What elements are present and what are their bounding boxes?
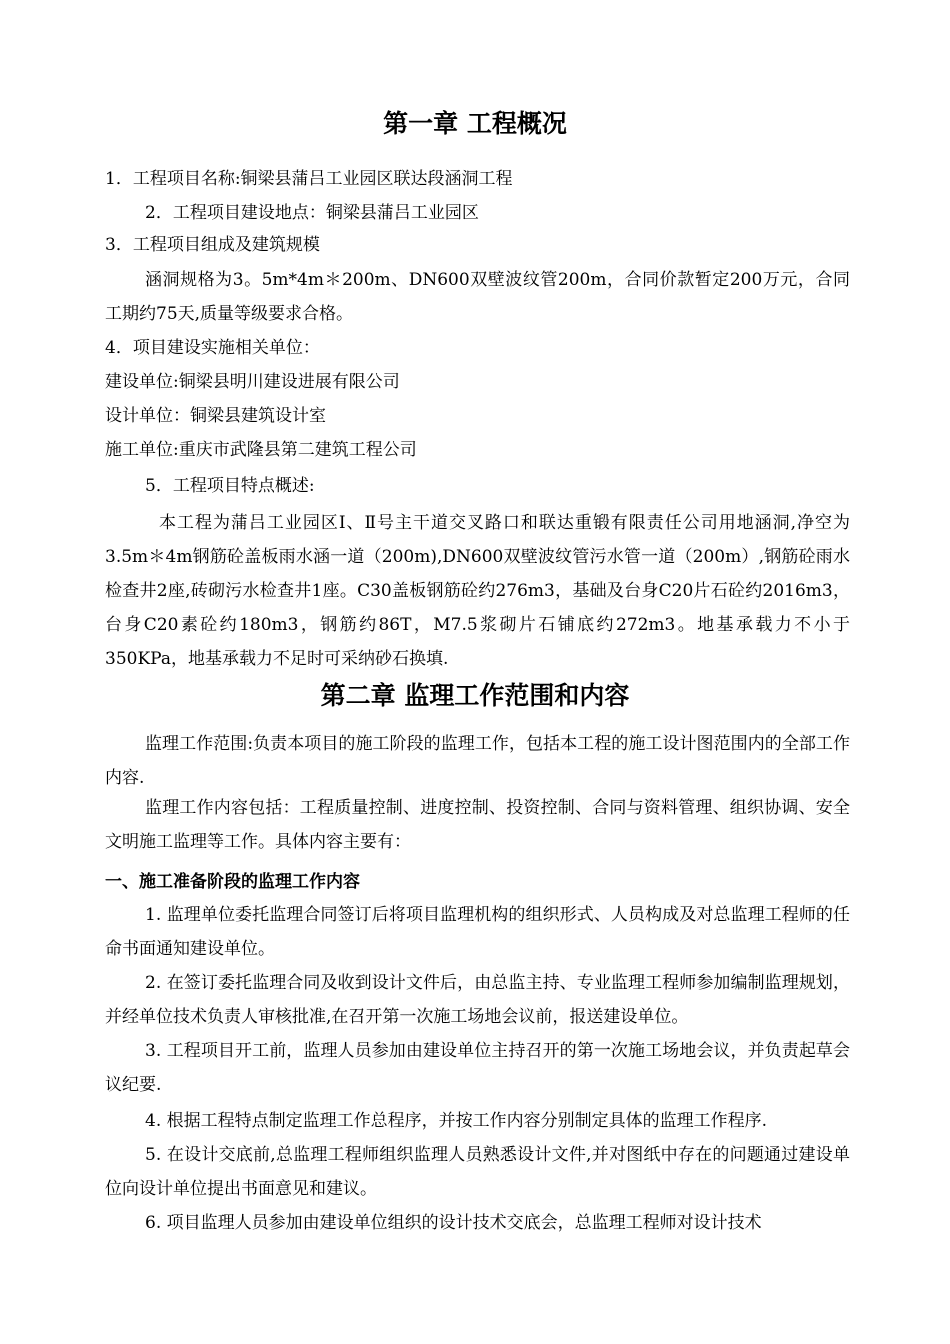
chapter-2-title: 第二章 监理工作范围和内容: [320, 681, 630, 710]
project-scale-paragraph: 涵洞规格为3。5m*4m＊200m、DN600双壁波纹管200m，合同价款暂定200万元，合同工期约75天,质量等级要求合格。: [105, 270, 850, 324]
preparation-point-1: 1. 监理单位委托监理合同签订后将项目监理机构的组织形式、人员构成及对总监理工程师的任命书面通知建设单位。: [105, 905, 850, 959]
preparation-stage-heading: 一、施工准备阶段的监理工作内容: [105, 872, 360, 892]
project-features-paragraph: 本工程为蒲吕工业园区Ⅰ、Ⅱ号主干道交叉路口和联达重锻有限责任公司用地涵洞,净空为3.5m＊4m钢筋砼盖板雨水涵一道（200m),DN600双壁波纹管污水管一道（200m）,钢筋砼雨水检查井2座,砖砌污水检查井1座。C30盖板钢筋砼约276m3，基础及台身C20片石砼约2016m3，台身C20素砼约180m3，钢筋约86T，M7.5浆砌片石铺底约272m3。地基承载力不小于350KPa，地基承载力不足时可采纳砂石换填.: [105, 513, 850, 669]
project-location-item: 2．工程项目建设地点：铜梁县蒲吕工业园区: [145, 203, 479, 223]
related-units-item: 4．项目建设实施相关单位：: [105, 338, 320, 358]
design-unit: 设计单位：铜梁县建筑设计室: [105, 406, 326, 426]
supervision-content-paragraph: 监理工作内容包括：工程质量控制、进度控制、投资控制、合同与资料管理、组织协调、安全文明施工监理等工作。具体内容主要有：: [105, 798, 850, 852]
preparation-point-4: 4. 根据工程特点制定监理工作总程序，并按工作内容分别制定具体的监理工作程序.: [145, 1111, 768, 1131]
project-scale-item: 3．工程项目组成及建筑规模: [105, 235, 320, 255]
preparation-point-2: 2. 在签订委托监理合同及收到设计文件后，由总监主持、专业监理工程师参加编制监理规划，并经单位技术负责人审核批准,在召开第一次施工场地会议前，报送建设单位。: [105, 973, 850, 1027]
chapter-1-title: 第一章 工程概况: [383, 109, 567, 138]
preparation-point-3: 3. 工程项目开工前，监理人员参加由建设单位主持召开的第一次施工场地会议，并负责起草会议纪要.: [105, 1041, 850, 1095]
owner-unit: 建设单位:铜梁县明川建设进展有限公司: [105, 372, 400, 392]
construction-unit: 施工单位:重庆市武隆县第二建筑工程公司: [105, 440, 417, 460]
project-name-item: 1．工程项目名称:铜梁县蒲吕工业园区联达段涵洞工程: [105, 169, 513, 189]
preparation-point-5: 5. 在设计交底前,总监理工程师组织监理人员熟悉设计文件,并对图纸中存在的问题通过建设单位向设计单位提出书面意见和建议。: [105, 1145, 850, 1199]
supervision-scope-paragraph: 监理工作范围:负责本项目的施工阶段的监理工作，包括本工程的施工设计图范围内的全部工作内容.: [105, 734, 850, 788]
preparation-point-6: 6. 项目监理人员参加由建设单位组织的设计技术交底会，总监理工程师对设计技术: [145, 1213, 762, 1233]
project-features-item: 5．工程项目特点概述:: [145, 476, 315, 496]
